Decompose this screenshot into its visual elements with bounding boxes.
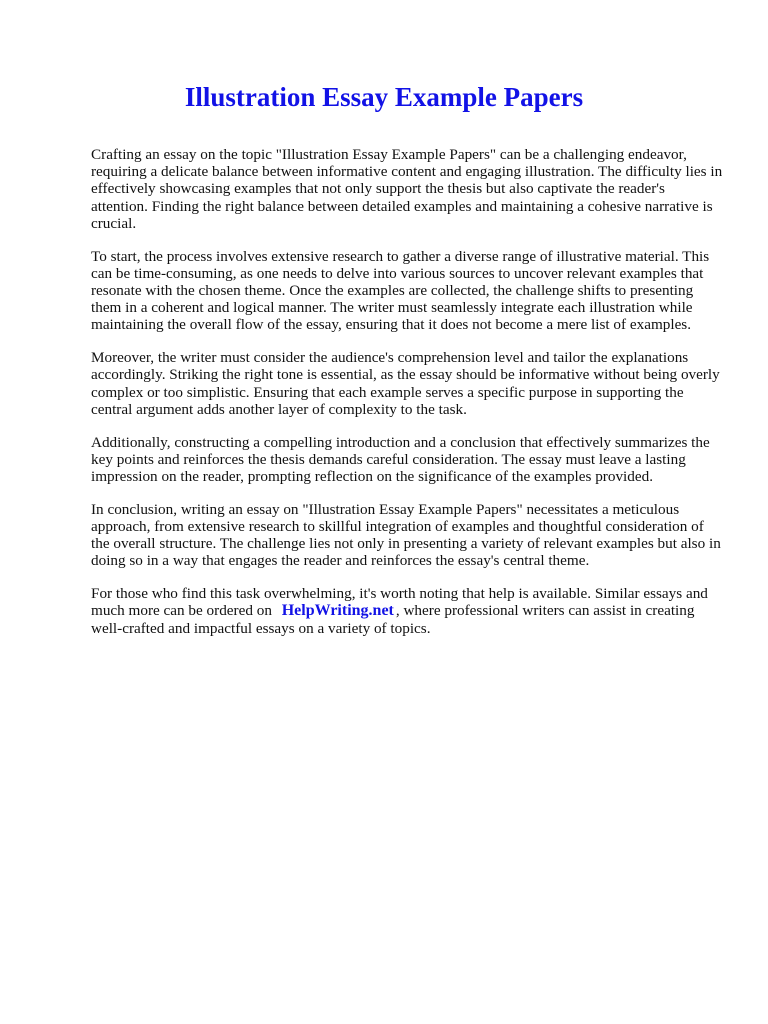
paragraph-conclusion: In conclusion, writing an essay on "Illustration Essay Example Papers" necessitates a meticulous approach, from extensive research to skillful integration of examples and thoughtful consideration of the overall structure. The challenge lies not only in presenting a variety of relevant examples but also in doing so in a way that engages the reader and reinforces the essay's central theme. [91,500,721,570]
paragraph-audience: Moreover, the writer must consider the audience's comprehension level and tailor the explanations accordingly. Striking the right tone is essential, as the essay should be informative without being overly complex or too simplistic. Ensuring that each example serves a specific purpose in supporting the central argument adds another layer of complexity to the task. [91,349,720,418]
closing-text-after-link: , where professional writers can assist in creating well-crafted and impactful essays on a variety of topics. [91,602,695,637]
document-title: Illustration Essay Example Papers [184,82,584,112]
closing-text-before-link: For those who find this task overwhelming, it's worth noting that help is available. Similar essays and much more can be ordered on [91,585,708,620]
helpwriting-link[interactable]: HelpWriting.net [281,602,394,620]
paragraph-closing [91,585,723,637]
paragraph-introduction-conclusion: Additionally, constructing a compelling introduction and a conclusion that effectively summarizes the key points and reinforces the thesis demands careful consideration. The essay must leave a lasting impression on the reader, prompting reflection on the significance of the examples provided. [91,433,710,486]
paragraph-research: To start, the process involves extensive research to gather a diverse range of illustrative material. This can be time-consuming, as one needs to delve into various sources to uncover relevant examples that resonate with the chosen theme. Once the examples are collected, the challenge shifts to presenting them in a coherent and logical manner. The writer must seamlessly integrate each illustration while maintaining the overall flow of the essay, ensuring that it does not become a mere list of examples. [91,247,710,334]
document-body [91,146,723,637]
paragraph-intro: Crafting an essay on the topic "Illustration Essay Example Papers" can be a challenging endeavor, requiring a delicate balance between informative content and engaging illustration. The difficulty lies in effectively showcasing examples that not only support the thesis but also captivate the reader's attention. Finding the right balance between detailed examples and maintaining a cohesive narrative is crucial. [91,146,723,232]
